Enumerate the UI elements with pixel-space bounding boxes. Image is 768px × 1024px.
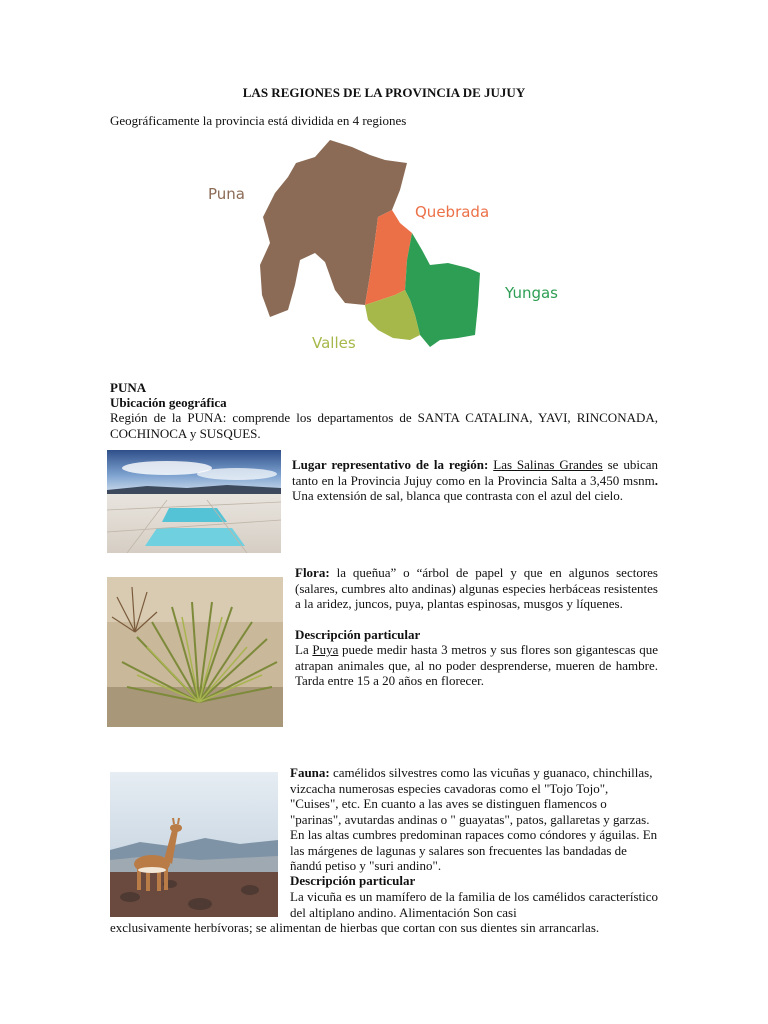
puya-link[interactable]: Puya xyxy=(312,642,339,657)
flora-text: la queñua” o “árbol de papel y que en algunos sectores (salares, cumbres alto andinas) algunas especies herbáceas resistentes a la aridez, juncos, puya, plantas espinosas, musgos y líquenes. xyxy=(295,565,658,611)
puya-photo xyxy=(107,577,283,727)
place-text-a: se ubican tanto en la Provincia Jujuy como en la Provincia Salta a 3,450 msnm xyxy=(292,457,659,488)
fauna-desc-text: La vicuña es un mamífero de la familia de los camélidos característico del altiplano andino. Alimentación Son casi xyxy=(290,889,658,920)
page-title: LAS REGIONES DE LA PROVINCIA DE JUJUY xyxy=(242,85,526,100)
fauna-desc-heading: Descripción particular xyxy=(290,873,416,888)
fauna-text: camélidos silvestres como las vicuñas y guanaco, chinchillas, vizcacha numerosas especies cavadoras como el "Tojo Tojo", "Cuises", etc. En cuanto a las aves se distinguen flamencos o "parinas", avutardas andinas o " guayatas", patos, gallaretas y garzas. En las altas cumbres predominan rapaces como cóndores y águilas. En las márgenes de lagunas y salares son frecuentes las bandadas de ñandú petiso y "suri andino". xyxy=(290,765,658,873)
vicuna-photo xyxy=(110,772,278,917)
flora-desc-paragraph xyxy=(295,642,658,689)
section-heading-puna: PUNA xyxy=(110,380,147,395)
place-text-b: Una extensión de sal, blanca que contrasta con el azul del cielo. xyxy=(292,488,624,503)
place-dot: . xyxy=(654,472,658,488)
location-heading: Ubicación geográfica xyxy=(110,395,227,410)
label-puna: Puna xyxy=(208,185,245,203)
label-quebrada: Quebrada xyxy=(415,203,490,221)
place-paragraph xyxy=(292,457,658,504)
intro-text: Geográficamente la provincia está dividida en 4 regiones xyxy=(110,113,407,128)
flora-paragraph xyxy=(295,565,658,612)
place-label: Lugar representativo de la región: xyxy=(292,457,489,472)
salinas-photo xyxy=(107,450,281,553)
flora-desc-heading: Descripción particular xyxy=(295,627,421,642)
label-valles: Valles xyxy=(312,334,356,352)
flora-desc-post: puede medir hasta 3 metros y sus flores son gigantescas que atrapan animales que, al no poder desprenderse, mueren de hambre. Tarda entre 15 a 20 años en florecer. xyxy=(295,642,658,688)
label-yungas: Yungas xyxy=(505,284,558,302)
flora-desc-pre: La xyxy=(295,642,313,657)
fauna-label: Fauna: xyxy=(290,765,330,780)
fauna-desc-text-last: exclusivamente herbívoras; se alimentan de hierbas que cortan con sus dientes sin arrancarlas. xyxy=(110,920,600,935)
regions-map xyxy=(200,135,580,355)
flora-label: Flora: xyxy=(295,565,330,580)
fauna-paragraph xyxy=(290,765,658,874)
location-text: Región de la PUNA: comprende los departamentos de SANTA CATALINA, YAVI, RINCONADA, COCHINOCA y SUSQUES. xyxy=(110,410,658,441)
salinas-link[interactable]: Las Salinas Grandes xyxy=(493,457,603,472)
